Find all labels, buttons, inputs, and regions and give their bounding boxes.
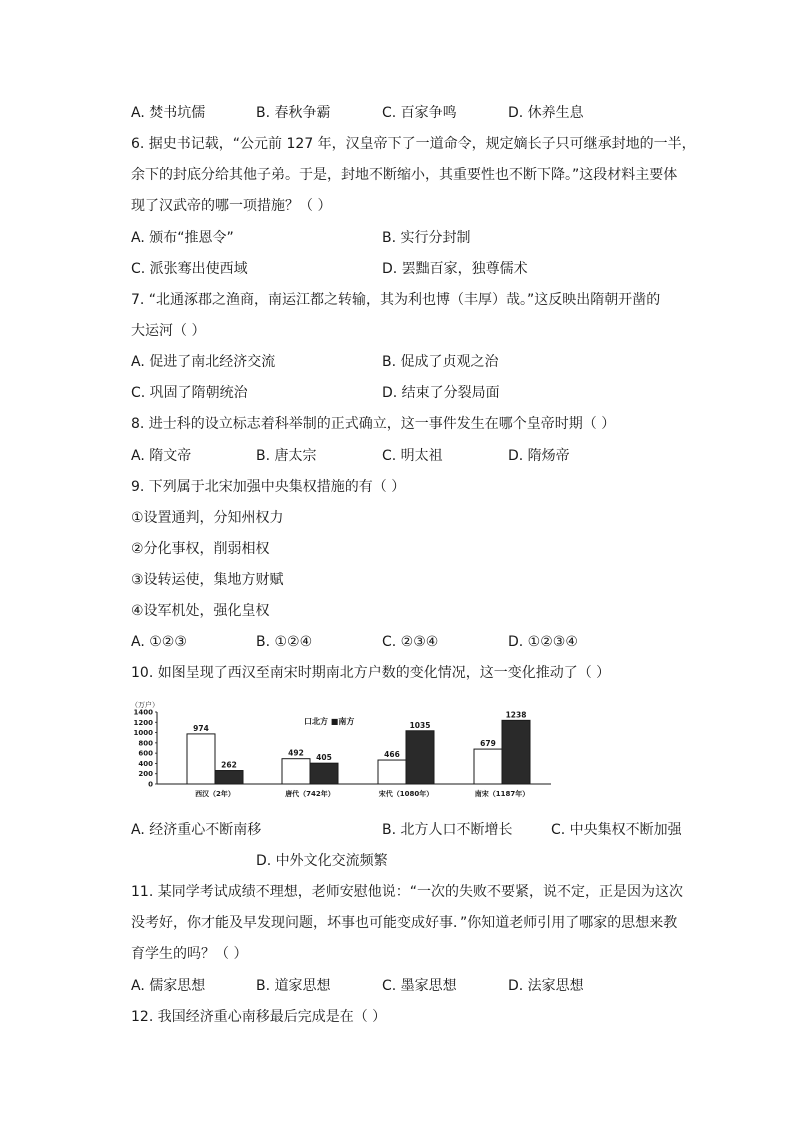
x-axis-labels — [195, 789, 529, 798]
q7-option-b: B. 促成了贞观之治 — [382, 354, 499, 370]
chart-legend — [304, 716, 354, 726]
bar-north — [378, 760, 406, 784]
q8-option-d: D. 隋炀帝 — [508, 448, 570, 464]
q9-option-d: D. ①②③④ — [508, 634, 578, 650]
household-bar-chart — [131, 698, 555, 802]
y-tick-label: 200 — [138, 770, 153, 779]
q9-option-a: A. ①②③ — [131, 634, 187, 650]
q8-option-a: A. 隋文帝 — [131, 448, 192, 464]
q7-stem-line-2: 大运河（ ） — [131, 323, 206, 339]
y-axis-unit-label: （万户） — [131, 701, 159, 709]
q11-stem-line-3: 育学生的吗？（ ） — [131, 946, 248, 962]
q9-option-c: C. ②③④ — [382, 634, 439, 650]
q10-option-a: A. 经济重心不断南移 — [131, 822, 262, 838]
y-tick-label: 400 — [138, 759, 153, 768]
bar-value-label: 1238 — [505, 710, 527, 720]
legend-text: 口北方 ■南方 — [304, 717, 355, 726]
bars-group — [187, 710, 530, 784]
bar-north — [474, 749, 502, 784]
x-category-label: 西汉（2年） — [195, 790, 235, 798]
bar-value-label: 405 — [316, 753, 332, 763]
q6-option-b: B. 实行分封制 — [382, 230, 471, 246]
q5-option-a: A. 焚书坑儒 — [131, 105, 206, 121]
bar-value-label: 1035 — [409, 720, 431, 730]
y-tick-label: 0 — [148, 780, 153, 789]
y-tick-label: 1200 — [133, 718, 153, 727]
x-category-label: 唐代（742年） — [285, 790, 335, 798]
bar-value-label: 466 — [384, 750, 400, 760]
q5-option-b: B. 春秋争霸 — [256, 105, 331, 121]
q11-stem-line-2: 没考好，你才能及早发现问题，坏事也可能变成好事．”你知道老师引用了哪家的思想来教 — [131, 915, 678, 931]
q12-stem: 12. 我国经济重心南移最后完成是在（ ） — [131, 1009, 387, 1025]
q10-option-b: B. 北方人口不断增长 — [382, 822, 513, 838]
q7-stem-line-1: 7. “北通涿郡之渔商，南运江都之转输，其为利也博（丰厚）哉。”这反映出隋朝开凿的 — [131, 292, 661, 308]
y-tick-label: 1000 — [133, 729, 153, 738]
q6-stem-line-2: 余下的封底分给其他子弟。于是，封地不断缩小，其重要性也不断下降。”这段材料主要体 — [131, 167, 678, 183]
q8-option-c: C. 明太祖 — [382, 448, 443, 464]
q9-stem: 9. 下列属于北宋加强中央集权措施的有（ ） — [131, 479, 406, 495]
q6-option-d: D. 罢黜百家，独尊儒术 — [382, 261, 528, 277]
q5-option-d: D. 休养生息 — [508, 105, 584, 121]
q7-option-c: C. 巩固了隋朝统治 — [131, 385, 248, 401]
y-axis-ticks — [134, 709, 157, 789]
bar-north — [282, 759, 310, 784]
bar-north — [187, 734, 215, 784]
q5-option-c: C. 百家争鸣 — [382, 105, 457, 121]
q9-option-b: B. ①②④ — [256, 634, 313, 650]
q6-option-c: C. 派张骞出使西域 — [131, 261, 248, 277]
q6-stem-line-1: 6. 据史书记载，“公元前 127 年，汉皇帝下了一道命令，规定嫡长子只可继承封地的一半， — [131, 136, 696, 152]
y-tick-label: 1400 — [133, 708, 153, 717]
q11-option-a: A. 儒家思想 — [131, 978, 206, 994]
bar-value-label: 679 — [480, 739, 496, 749]
bar-south — [310, 763, 338, 784]
q9-item-4: ④设军机处，强化皇权 — [131, 603, 270, 619]
y-tick-label: 800 — [138, 739, 153, 748]
x-category-label: 南宋（1187年） — [474, 790, 530, 798]
bar-south — [502, 720, 530, 784]
bar-value-label: 262 — [221, 760, 237, 770]
q11-option-b: B. 道家思想 — [256, 978, 331, 994]
bar-south — [215, 771, 243, 784]
q10-option-d: D. 中外文化交流频繁 — [256, 853, 388, 869]
q10-option-c: C. 中央集权不断加强 — [551, 822, 682, 838]
bar-value-label: 974 — [193, 723, 209, 733]
q6-option-a: A. 颁布“推恩令” — [131, 230, 234, 246]
y-tick-label: 600 — [138, 749, 153, 758]
q11-stem-line-1: 11. 某同学考试成绩不理想，老师安慰他说：“一次的失败不要紧，说不定，正是因为这次 — [131, 884, 683, 900]
bar-value-label: 492 — [288, 748, 304, 758]
q9-item-2: ②分化事权，削弱相权 — [131, 541, 270, 557]
q9-item-1: ①设置通判，分知州权力 — [131, 510, 284, 526]
q6-stem-line-3: 现了汉武帝的哪一项措施？（ ） — [131, 198, 332, 214]
q7-option-d: D. 结束了分裂局面 — [382, 385, 500, 401]
q7-option-a: A. 促进了南北经济交流 — [131, 354, 276, 370]
q8-option-b: B. 唐太宗 — [256, 448, 317, 464]
q8-stem: 8. 进士科的设立标志着科举制的正式确立，这一事件发生在哪个皇帝时期（ ） — [131, 416, 616, 432]
bar-south — [406, 731, 434, 784]
x-category-label: 宋代（1080年） — [378, 790, 434, 798]
q11-option-d: D. 法家思想 — [508, 978, 584, 994]
q9-item-3: ③设转运使，集地方财赋 — [131, 572, 284, 588]
q10-stem: 10. 如图呈现了西汉至南宋时期南北方户数的变化情况，这一变化推动了（ ） — [131, 665, 611, 681]
q11-option-c: C. 墨家思想 — [382, 978, 457, 994]
